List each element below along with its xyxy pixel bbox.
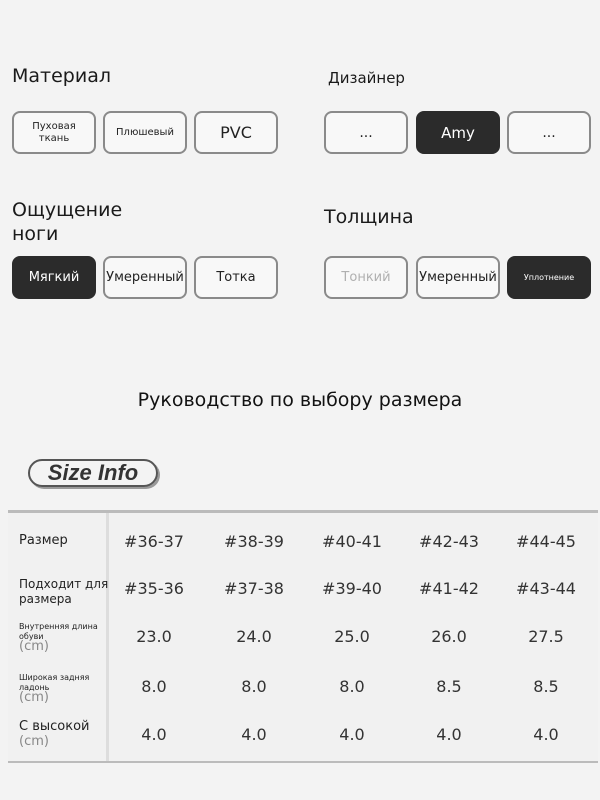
material-option-label: Пуховая ткань — [32, 120, 76, 144]
designer-option-more-left[interactable] — [324, 111, 408, 154]
table-cell: #36-37 — [124, 532, 184, 551]
table-cell: 8.5 — [436, 677, 462, 696]
table-cell: 4.0 — [339, 725, 365, 744]
feel-option-label: Умеренный — [106, 269, 184, 285]
table-cell: 27.5 — [528, 627, 564, 646]
table-cell: #41-42 — [419, 579, 479, 598]
table-cell: #44-45 — [516, 532, 576, 551]
table-cell: #42-43 — [419, 532, 479, 551]
table-cell: #37-38 — [224, 579, 284, 598]
material-option-pvc[interactable] — [194, 111, 278, 154]
material-option-label: PVC — [220, 122, 252, 142]
feel-option-label: Тотка — [216, 269, 256, 285]
table-cell: 4.0 — [241, 725, 267, 744]
designer-option-more-right[interactable] — [507, 111, 591, 154]
row-label-fits-size: Подходит для размера — [19, 577, 109, 606]
material-option-down-fabric[interactable] — [12, 111, 96, 154]
table-cell: #39-40 — [322, 579, 382, 598]
thickness-heading: Толщина — [324, 206, 414, 228]
table-cell: 8.0 — [141, 677, 167, 696]
thickness-option-label: Уплотнение — [523, 272, 575, 282]
table-cell: #43-44 — [516, 579, 576, 598]
feel-option-moderate[interactable] — [103, 256, 187, 299]
row-label-size: Размер — [19, 533, 68, 548]
row-label-inner-length: Внутренняя длина обуви (cm) — [19, 622, 98, 654]
table-cell: 26.0 — [431, 627, 467, 646]
thickness-option-thick[interactable] — [507, 256, 591, 299]
table-cell: 25.0 — [334, 627, 370, 646]
feel-heading: Ощущение ноги — [12, 199, 123, 245]
table-cell: 23.0 — [136, 627, 172, 646]
row-label-heel-width: Широкая задняя ладонь (cm) — [19, 673, 90, 705]
size-info-badge — [28, 459, 158, 487]
designer-option-label: Amy — [441, 123, 475, 142]
table-cell: 8.5 — [533, 677, 559, 696]
table-cell: 8.0 — [339, 677, 365, 696]
material-option-plush[interactable] — [103, 111, 187, 154]
designer-heading: Дизайнер — [328, 69, 405, 87]
table-cell: #35-36 — [124, 579, 184, 598]
thickness-option-label: Тонкий — [341, 269, 391, 285]
thickness-option-moderate[interactable] — [416, 256, 500, 299]
table-cell: 4.0 — [141, 725, 167, 744]
table-cell: #40-41 — [322, 532, 382, 551]
feel-option-label: Мягкий — [28, 269, 80, 285]
thickness-option-thin[interactable] — [324, 256, 408, 299]
feel-option-thin[interactable] — [194, 256, 278, 299]
material-option-label: Плюшевый — [116, 126, 174, 138]
size-table — [8, 510, 598, 763]
row-label-heel-height: С высокой (cm) — [19, 719, 90, 749]
table-cell: 4.0 — [533, 725, 559, 744]
feel-option-soft[interactable] — [12, 256, 96, 299]
size-guide-title: Руководство по выбору размера — [137, 389, 463, 411]
designer-option-amy[interactable] — [416, 111, 500, 154]
table-cell: 4.0 — [436, 725, 462, 744]
designer-option-label: ... — [359, 124, 373, 141]
table-cell: #38-39 — [224, 532, 284, 551]
material-heading: Материал — [12, 65, 111, 87]
size-info-label: Size Info — [47, 460, 139, 485]
designer-option-label: ... — [542, 124, 556, 141]
table-cell: 24.0 — [236, 627, 272, 646]
thickness-option-label: Умеренный — [419, 269, 497, 285]
table-cell: 8.0 — [241, 677, 267, 696]
